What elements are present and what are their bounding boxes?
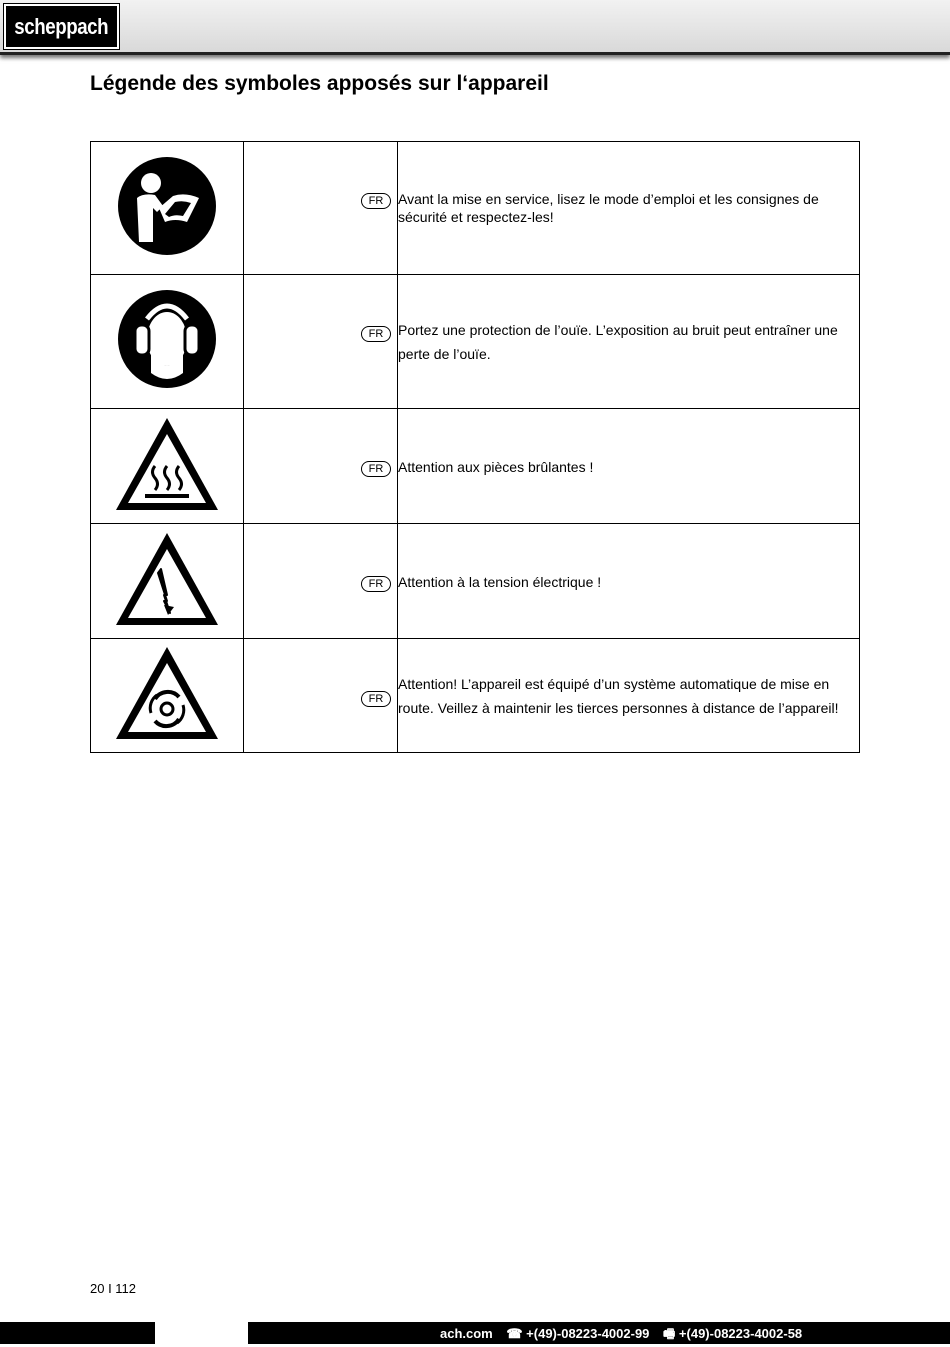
description-cell — [398, 639, 860, 753]
footer-website: ach.com — [440, 1326, 493, 1341]
footer-fax: 🖷 +(49)-08223-4002-58 — [663, 1326, 803, 1341]
page-title: Légende des symboles apposés sur l‘appareil — [90, 72, 549, 95]
footer-phone: ☎ +(49)-08223-4002-99 — [506, 1326, 650, 1341]
read-manual-icon — [117, 156, 217, 256]
icon-cell — [91, 524, 244, 639]
symbol-description: Attention! L’appareil est équipé d’un système automatique de mise en route. Veillez à maintenir les tierces personnes à distance de l’appareil! — [398, 675, 839, 716]
symbol-description: Portez une protection de l’ouïe. L’exposition au bruit peut entraîner une perte de l’ouïe. — [398, 321, 838, 362]
symbol-description: Attention aux pièces brûlantes ! — [398, 459, 594, 475]
description-cell — [398, 524, 860, 639]
icon-cell — [91, 275, 244, 409]
footer-contact — [440, 1325, 812, 1347]
symbol-description: Attention à la tension électrique ! — [398, 574, 602, 590]
page-header — [0, 0, 950, 55]
logo-text: scheppach — [14, 13, 109, 39]
symbol-legend-table — [90, 141, 860, 753]
table-row — [91, 639, 860, 753]
description-cell — [398, 275, 860, 409]
footer-gap — [155, 1322, 248, 1344]
language-cell — [244, 275, 398, 409]
hot-surface-warning-icon — [112, 414, 222, 514]
table-row — [91, 524, 860, 639]
symbol-description: Avant la mise en service, lisez le mode d’emploi et les consignes de sécurité et respectez-les! — [398, 191, 819, 225]
hearing-protection-icon — [117, 289, 217, 389]
page-number: 20 I 112 — [90, 1281, 137, 1296]
language-badge: FR — [361, 326, 391, 342]
language-badge: FR — [361, 576, 391, 592]
automatic-start-warning-icon — [112, 643, 222, 743]
language-cell — [244, 409, 398, 524]
language-cell — [244, 142, 398, 275]
scheppach-logo — [4, 4, 119, 49]
language-cell — [244, 524, 398, 639]
icon-cell — [91, 409, 244, 524]
table-row — [91, 142, 860, 275]
table-row — [91, 275, 860, 409]
language-badge: FR — [361, 691, 391, 707]
icon-cell — [91, 142, 244, 275]
icon-cell — [91, 639, 244, 753]
description-cell — [398, 142, 860, 275]
description-cell — [398, 409, 860, 524]
language-badge: FR — [361, 461, 391, 477]
electric-voltage-warning-icon — [112, 529, 222, 629]
table-row — [91, 409, 860, 524]
language-cell — [244, 639, 398, 753]
language-badge: FR — [361, 193, 391, 209]
